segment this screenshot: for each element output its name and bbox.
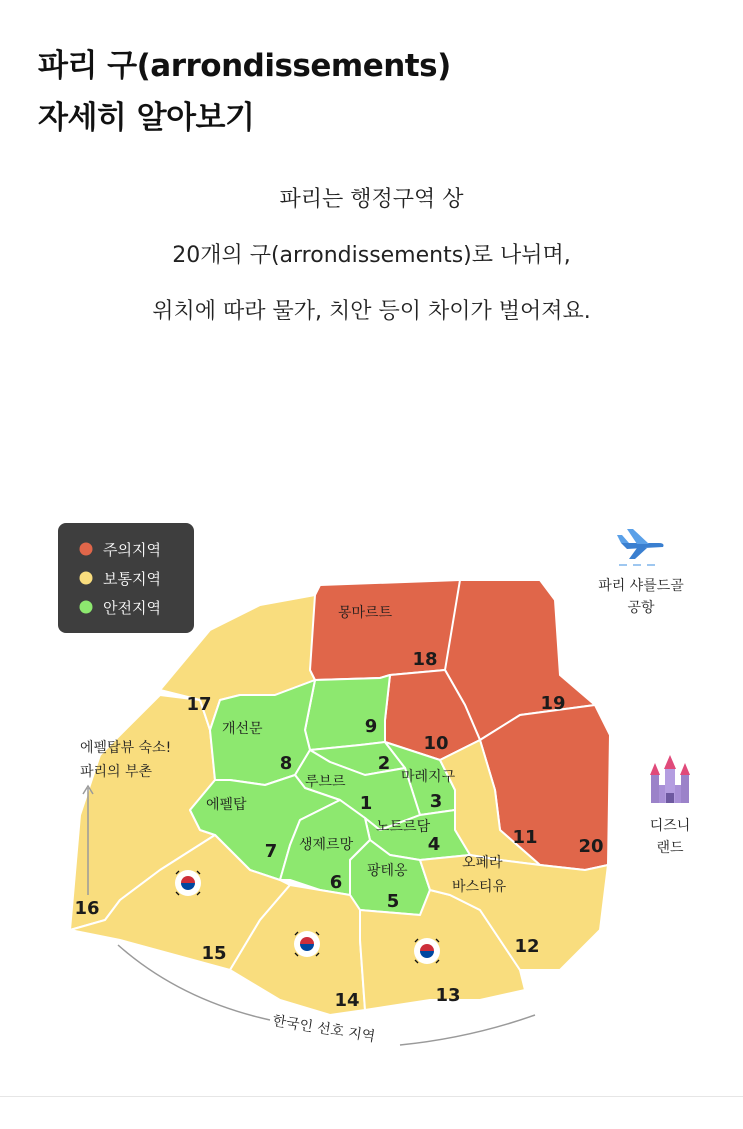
disney-note-line2: 랜드 [656, 840, 684, 856]
intro-line1: 파리는 행정구역 상 [279, 187, 464, 212]
number-20: 20 [578, 836, 604, 857]
label-montmartre: 몽마르트 [338, 605, 393, 621]
number-12: 12 [514, 936, 540, 957]
korean-flag-icon [414, 938, 440, 964]
number-16: 16 [74, 898, 100, 919]
label-bastille: 바스티유 [452, 879, 507, 895]
number-11: 11 [512, 827, 538, 848]
castle-icon [650, 755, 690, 803]
legend-label-safe: 안전지역 [103, 599, 161, 617]
intro-line3: 위치에 따라 물가, 치안 등이 차이가 벌어져요. [152, 299, 591, 324]
number-19: 19 [540, 693, 566, 714]
label-arc-de-triomphe: 개선문 [222, 721, 263, 737]
legend-label-normal: 보통지역 [103, 570, 161, 588]
label-pantheon: 팡테옹 [367, 863, 408, 879]
disney-note-line1: 디즈니 [649, 818, 691, 834]
eiffel-view-note-line2: 파리의 부촌 [80, 764, 153, 780]
korean-area-label: 한국인 선호 지역 [271, 1013, 377, 1046]
number-8: 8 [279, 753, 293, 774]
label-notre-dame: 노트르담 [376, 819, 431, 835]
airport-note-line2: 공항 [627, 600, 655, 616]
number-10: 10 [423, 733, 449, 754]
label-louvre: 루브르 [305, 774, 346, 790]
number-15: 15 [201, 943, 227, 964]
number-9: 9 [364, 716, 378, 737]
legend [58, 523, 194, 633]
bottom-divider [0, 1096, 743, 1097]
label-marais: 마레지구 [401, 769, 456, 785]
paris-map [0, 500, 743, 1100]
number-1: 1 [359, 793, 373, 814]
paris-map-svg [0, 500, 743, 1100]
number-6: 6 [329, 872, 343, 893]
number-4: 4 [427, 834, 441, 855]
intro-line2: 20개의 구(arrondissements)로 나뉘며, [172, 243, 571, 268]
intro-text [0, 178, 743, 346]
number-18: 18 [412, 649, 438, 670]
airport-note-line1: 파리 샤를드골 [598, 578, 684, 594]
page-title-line2: 자세히 알아보기 [38, 100, 255, 136]
korean-flag-icon [294, 931, 320, 957]
disney-note [650, 755, 691, 856]
number-14: 14 [334, 990, 360, 1011]
number-7: 7 [264, 841, 278, 862]
legend-label-caution: 주의지역 [103, 541, 161, 559]
number-5: 5 [386, 891, 400, 912]
number-3: 3 [429, 791, 443, 812]
page-title-line1: 파리 구(arrondissements) [38, 48, 451, 84]
label-saint-germain: 생제르망 [299, 837, 354, 853]
label-opera: 오페라 [462, 855, 503, 871]
korean-area-arc-right [400, 1015, 535, 1045]
legend-dot-normal [80, 572, 93, 585]
number-13: 13 [435, 985, 461, 1006]
eiffel-view-note-line1: 에펠탑뷰 숙소! [80, 740, 172, 756]
page-title [38, 40, 451, 144]
korean-flag-icon [175, 870, 201, 896]
number-17: 17 [186, 694, 212, 715]
number-2: 2 [377, 753, 391, 774]
label-eiffel: 에펠탑 [206, 797, 247, 813]
legend-dot-caution [80, 543, 93, 556]
airplane-icon [617, 529, 664, 565]
airport-note [598, 529, 684, 616]
arrondissement-9[interactable] [305, 675, 390, 750]
legend-dot-safe [80, 601, 93, 614]
